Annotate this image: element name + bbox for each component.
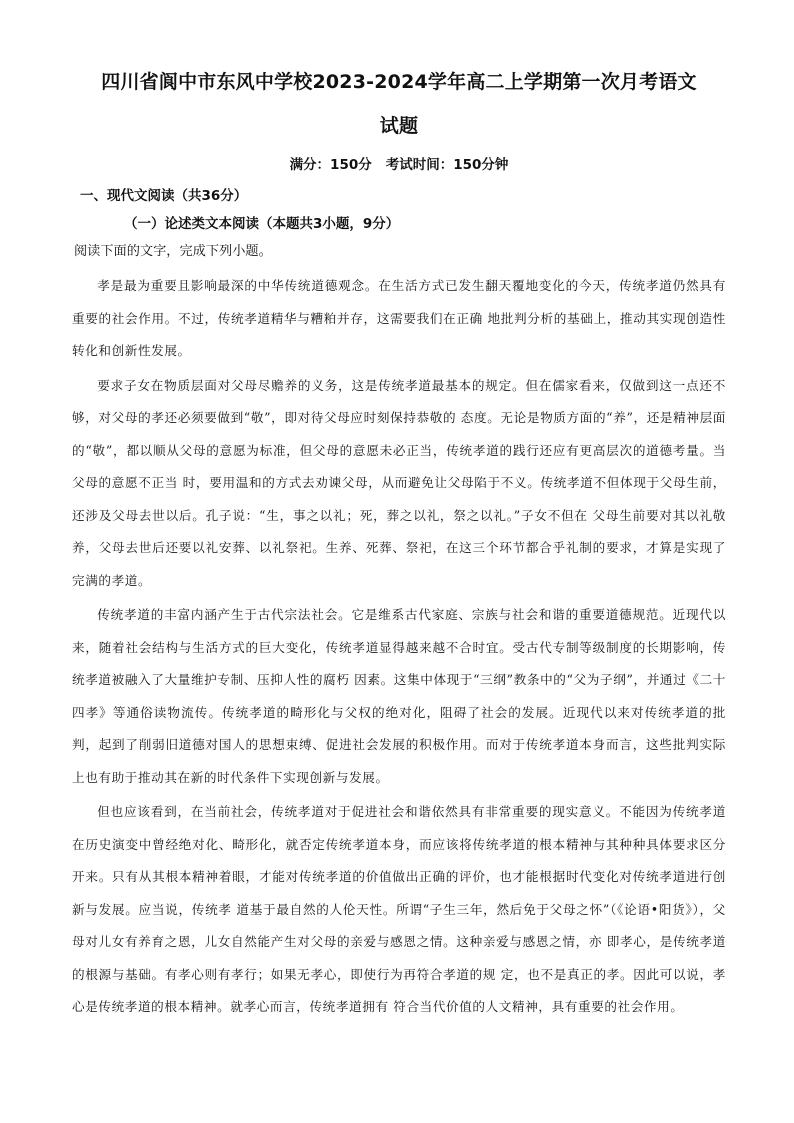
exam-info xyxy=(72,154,726,176)
passage xyxy=(72,270,726,1024)
passage-paragraph: 要求子女在物质层面对父母尽赡养的义务，这是传统孝道最基本的规定。但在儒家看来，仅做到这一点还不够，对父母的孝还必须要做到“敬”，即对待父母应时刻保持恭敬的 态度。无论是物质方面的“养”，还是精神层面的“敬”，都以顺从父母的意愿为标准，但父母的意愿未必正当，传统孝道的践行还应有更高层次的道德考量。当父母的意愿不正当 时，要用温和的方式去劝谏父母，从而避免让父母陷于不义。传统孝道不但体现于父母生前，还涉及父母去世以后。孔子说：“生，事之以礼；死，葬之以礼，祭之以礼。”子女不但在 父母生前要对其以礼敬养，父母去世后还要以礼安葬、以礼祭祀。生养、死葬、祭祀，在这三个环节都合乎礼制的要求，才算是实现了完满的孝道。 xyxy=(72,377,726,588)
subsection-heading: （一）论述类文本阅读（本题共3小题，9分） xyxy=(124,216,400,232)
exam-title xyxy=(72,60,726,148)
exam-title-line1: 四川省阆中市东风中学校2023-2024学年高二上学期第一次月考语文 xyxy=(101,71,697,93)
exam-title-line2: 试题 xyxy=(379,115,419,137)
section-heading: 一、现代文阅读（共36分） xyxy=(80,188,248,204)
reading-instruction: 阅读下面的文字，完成下列小题。 xyxy=(74,244,272,259)
exam-time: 考试时间：150分钟 xyxy=(385,157,509,173)
full-score: 满分：150分 xyxy=(289,157,372,173)
passage-paragraph: 孝是最为重要且影响最深的中华传统道德观念。在生活方式已发生翻天覆地变化的今天，传统孝道仍然具有重要的社会作用。不过，传统孝道精华与糟粕并存，这需要我们在正确 地批判分析的基础上，推动其实现创造性转化和创新性发展。 xyxy=(72,278,726,358)
passage-paragraph: 传统孝道的丰富内涵产生于古代宗法社会。它是维系古代家庭、宗族与社会和谐的重要道德规范。近现代以来，随着社会结构与生活方式的巨大变化，传统孝道显得越来越不合时宜。受古代专制等级制度的长期影响，传统孝道被融入了大量维护专制、压抑人性的腐朽 因素。这集中体现于“三纲”教条中的“父为子纲”，并通过《二十四孝》等通俗读物流传。传统孝道的畸形化与父权的绝对化，阻碍了社会的发展。近现代以来对传统孝道的批判，起到了削弱旧道德对国人的思想束缚、促进社会发展的积极作用。而对于传统孝道本身而言，这些批判实际上也有助于推动其在新的时代条件下实现创新与发展。 xyxy=(72,607,726,785)
passage-paragraph: 但也应该看到，在当前社会，传统孝道对于促进社会和谐依然具有非常重要的现实意义。不能因为传统孝道在历史演变中曾经绝对化、畸形化，就否定传统孝道本身，而应该将传统孝道的根本精神与其种种具体要求区分开来。只有从其根本精神着眼，才能对传统孝道的价值做出正确的评价，也才能根据时代变化对传统孝道进行创新与发展。应当说，传统孝 道基于最自然的人伦天性。所谓“子生三年，然后免于父母之怀”（《论语•阳货》），父母对儿女有养育之恩，儿女自然能产生对父母的亲爱与感恩之情。这种亲爱与感恩之情，亦 即孝心，是传统孝道的根源与基础。有孝心则有孝行；如果无孝心，即使行为再符合孝道的规 定，也不是真正的孝。因此可以说，孝心是传统孝道的根本精神。就孝心而言，传统孝道拥有 符合当代价值的人文精神，具有重要的社会作用。 xyxy=(72,804,726,1014)
